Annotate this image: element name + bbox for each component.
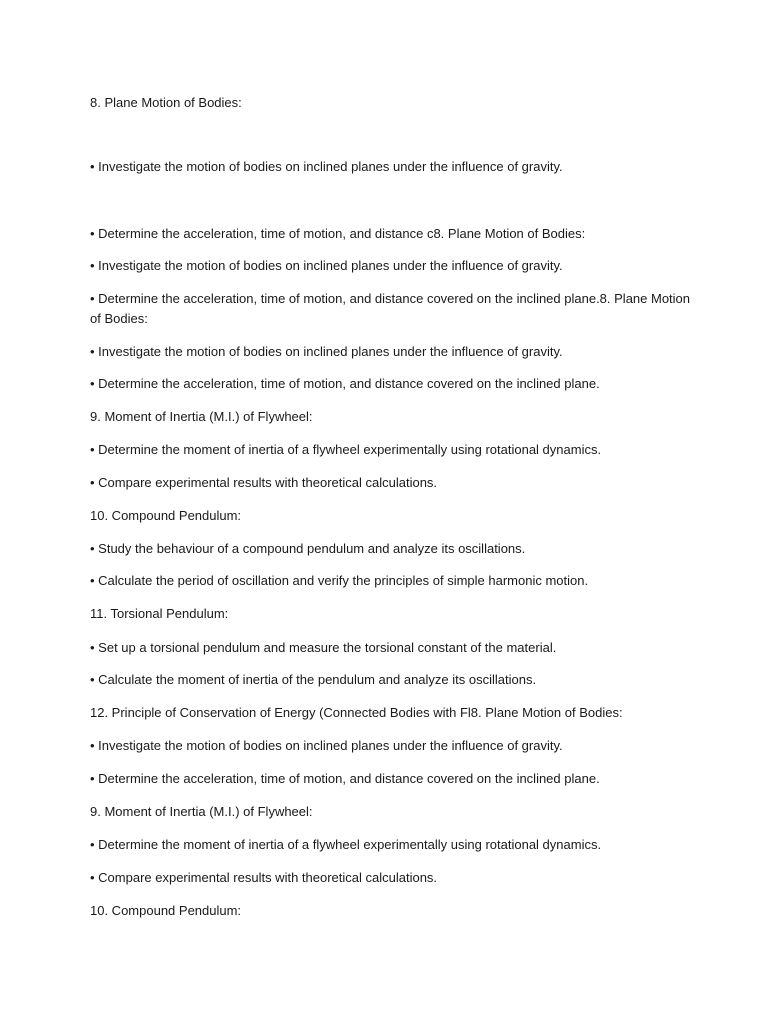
bullet-item: • Study the behaviour of a compound pendulum and analyze its oscillations. — [90, 541, 526, 556]
section-heading: 9. Moment of Inertia (M.I.) of Flywheel: — [90, 409, 313, 424]
section-heading: 9. Moment of Inertia (M.I.) of Flywheel: — [90, 804, 313, 819]
bullet-item: • Determine the acceleration, time of motion, and distance covered on the inclined plane. — [90, 376, 600, 391]
bullet-item: • Determine the acceleration, time of motion, and distance c8. Plane Motion of Bodies: — [90, 226, 586, 241]
bullet-item: • Investigate the motion of bodies on inclined planes under the influence of gravity. — [90, 258, 563, 273]
section-heading: 10. Compound Pendulum: — [90, 508, 242, 523]
bullet-item: • Calculate the moment of inertia of the pendulum and analyze its oscillations. — [90, 672, 537, 687]
section-heading: 10. Compound Pendulum: — [90, 903, 242, 918]
bullet-item: • Compare experimental results with theoretical calculations. — [90, 475, 438, 490]
bullet-item: • Investigate the motion of bodies on inclined planes under the influence of gravity. — [90, 738, 563, 753]
section-heading: 11. Torsional Pendulum: — [90, 606, 229, 621]
bullet-item: • Investigate the motion of bodies on inclined planes under the influence of gravity. — [90, 344, 563, 359]
bullet-item: • Set up a torsional pendulum and measure the torsional constant of the material. — [90, 640, 557, 655]
bullet-item: • Calculate the period of oscillation and verify the principles of simple harmonic motion. — [90, 573, 589, 588]
bullet-item: • Compare experimental results with theoretical calculations. — [90, 870, 438, 885]
section-heading: 12. Principle of Conservation of Energy (Connected Bodies with Fl8. Plane Motion of Bodies: — [90, 705, 623, 720]
bullet-item: • Determine the acceleration, time of motion, and distance covered on the inclined plane. — [90, 771, 600, 786]
bullet-item: • Determine the moment of inertia of a flywheel experimentally using rotational dynamics. — [90, 837, 602, 852]
bullet-item: • Determine the acceleration, time of motion, and distance covered on the inclined plane.8. Plane Motion of Bodies: — [90, 291, 691, 326]
section-heading: 8. Plane Motion of Bodies: — [90, 95, 242, 110]
bullet-item: • Determine the moment of inertia of a flywheel experimentally using rotational dynamics. — [90, 442, 602, 457]
bullet-item: • Investigate the motion of bodies on inclined planes under the influence of gravity. — [90, 159, 563, 174]
